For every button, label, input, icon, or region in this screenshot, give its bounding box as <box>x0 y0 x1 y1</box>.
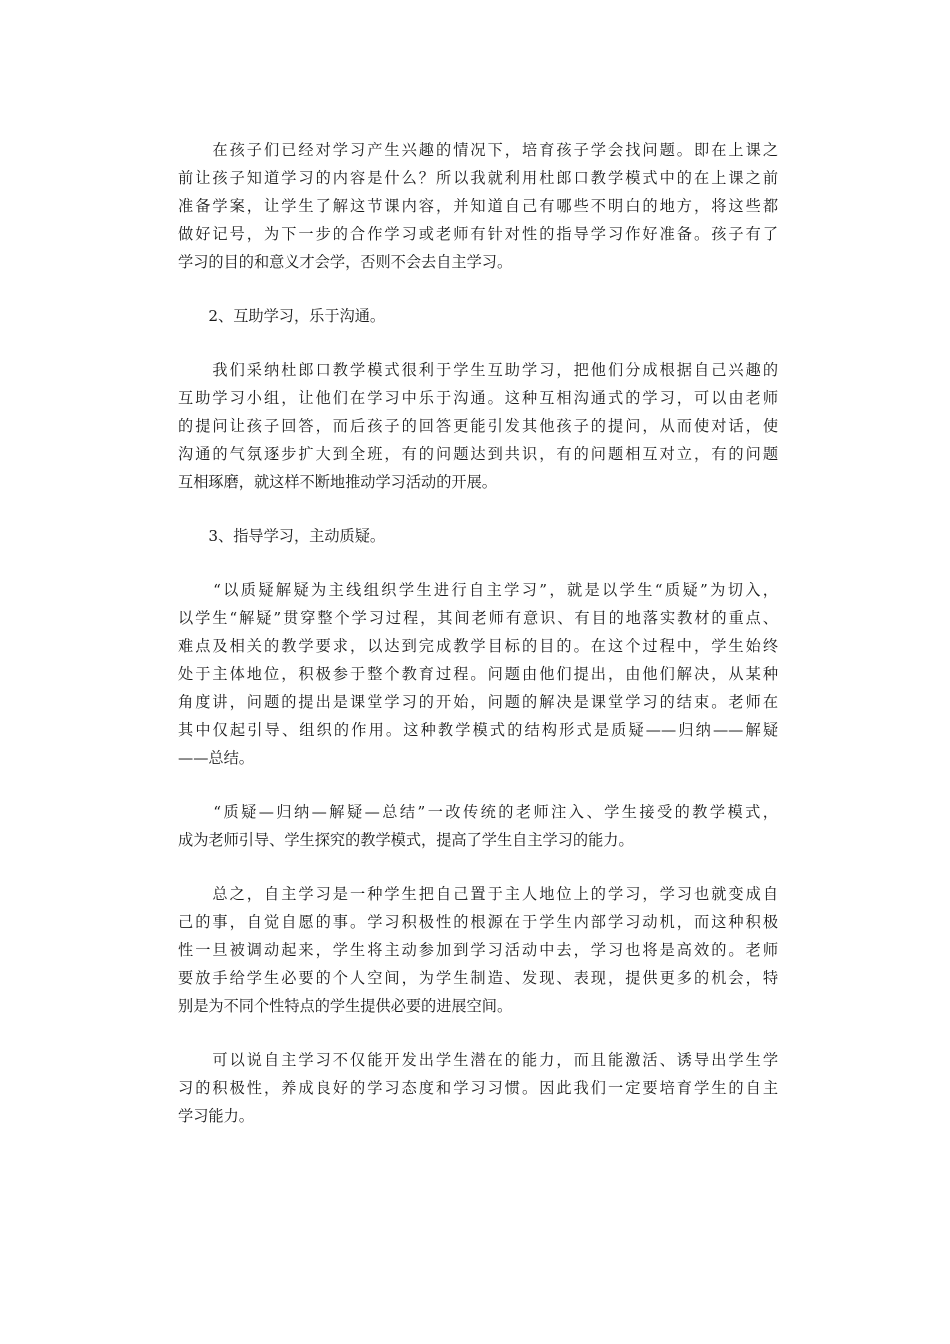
text-line: 其中仅起引导、组织的作用。这种教学模式的结构形式是质疑——归纳——解疑 <box>178 721 778 739</box>
text-line: 前让孩子知道学习的内容是什么？所以我就利用杜郎口教学模式中的在上课之前 <box>178 169 778 187</box>
paragraph-mutual-help <box>178 356 778 496</box>
paragraph-model-summary <box>178 798 778 854</box>
text-line: 在孩子们已经对学习产生兴趣的情况下，培育孩子学会找问题。即在上课之 <box>178 141 778 159</box>
text-line: 学习的目的和意义才会学，否则不会去自主学习。 <box>178 253 513 271</box>
paragraph-spacer <box>178 496 778 522</box>
text-line: 成为老师引导、学生探究的教学模式，提高了学生自主学习的能力。 <box>178 831 634 849</box>
text-line: 学习能力。 <box>178 1107 254 1125</box>
heading-line: 2、互助学习，乐于沟通。 <box>178 307 386 325</box>
text-line: 别是为不同个性特点的学生提供必要的进展空间。 <box>178 997 513 1015</box>
text-line: 准备学案，让学生了解这节课内容，并知道自己有哪些不明白的地方，将这些都 <box>178 197 778 215</box>
paragraph-closing <box>178 1046 778 1130</box>
paragraph-spacer <box>178 772 778 798</box>
text-line: 己的事，自觉自愿的事。学习积极性的根源在于学生内部学习动机，而这种积极 <box>178 913 778 931</box>
text-line: ——总结。 <box>178 749 254 767</box>
text-line: 沟通的气氛逐步扩大到全班，有的问题达到共识，有的问题相互对立，有的问题 <box>178 445 778 463</box>
section-heading-2 <box>178 302 778 330</box>
document-body <box>178 136 778 1130</box>
paragraph-interest <box>178 136 778 276</box>
text-line: “以质疑解疑为主线组织学生进行自主学习”，就是以学生“质疑”为切入， <box>178 581 778 599</box>
section-heading-3 <box>178 522 778 550</box>
text-line: 的提问让孩子回答，而后孩子的回答更能引发其他孩子的提问，从而使对话，使 <box>178 417 778 435</box>
text-line: 以学生“解疑”贯穿整个学习过程，其间老师有意识、有目的地落实教材的重点、 <box>178 609 778 627</box>
text-line: “质疑—归纳—解疑—总结”一改传统的老师注入、学生接受的教学模式， <box>178 803 778 821</box>
text-line: 角度讲，问题的提出是课堂学习的开始，问题的解决是课堂学习的结束。老师在 <box>178 693 778 711</box>
paragraph-spacer <box>178 276 778 302</box>
text-line: 互助学习小组，让他们在学习中乐于沟通。这种互相沟通式的学习，可以由老师 <box>178 389 778 407</box>
paragraph-spacer <box>178 330 778 356</box>
text-line: 性一旦被调动起来，学生将主动参加到学习活动中去，学习也将是高效的。老师 <box>178 941 778 959</box>
text-line: 做好记号，为下一步的合作学习或老师有针对性的指导学习作好准备。孩子有了 <box>178 225 778 243</box>
text-line: 可以说自主学习不仅能开发出学生潜在的能力，而且能激活、诱导出学生学 <box>178 1051 778 1069</box>
text-line: 难点及相关的教学要求，以达到完成教学目标的目的。在这个过程中，学生始终 <box>178 637 778 655</box>
text-line: 互相琢磨，就这样不断地推动学习活动的开展。 <box>178 473 497 491</box>
paragraph-conclusion <box>178 880 778 1020</box>
paragraph-spacer <box>178 1020 778 1046</box>
text-line: 总之，自主学习是一种学生把自己置于主人地位上的学习，学习也就变成自 <box>178 885 778 903</box>
text-line: 习的积极性，养成良好的学习态度和学习习惯。因此我们一定要培育学生的自主 <box>178 1079 778 1097</box>
heading-line: 3、指导学习，主动质疑。 <box>178 527 386 545</box>
text-line: 处于主体地位，积极参于整个教育过程。问题由他们提出，由他们解决，从某种 <box>178 665 778 683</box>
paragraph-questioning <box>178 576 778 772</box>
text-line: 要放手给学生必要的个人空间，为学生制造、发现、表现，提供更多的机会，特 <box>178 969 778 987</box>
paragraph-spacer <box>178 854 778 880</box>
text-line: 我们采纳杜郎口教学模式很利于学生互助学习，把他们分成根据自己兴趣的 <box>178 361 778 379</box>
paragraph-spacer <box>178 550 778 576</box>
